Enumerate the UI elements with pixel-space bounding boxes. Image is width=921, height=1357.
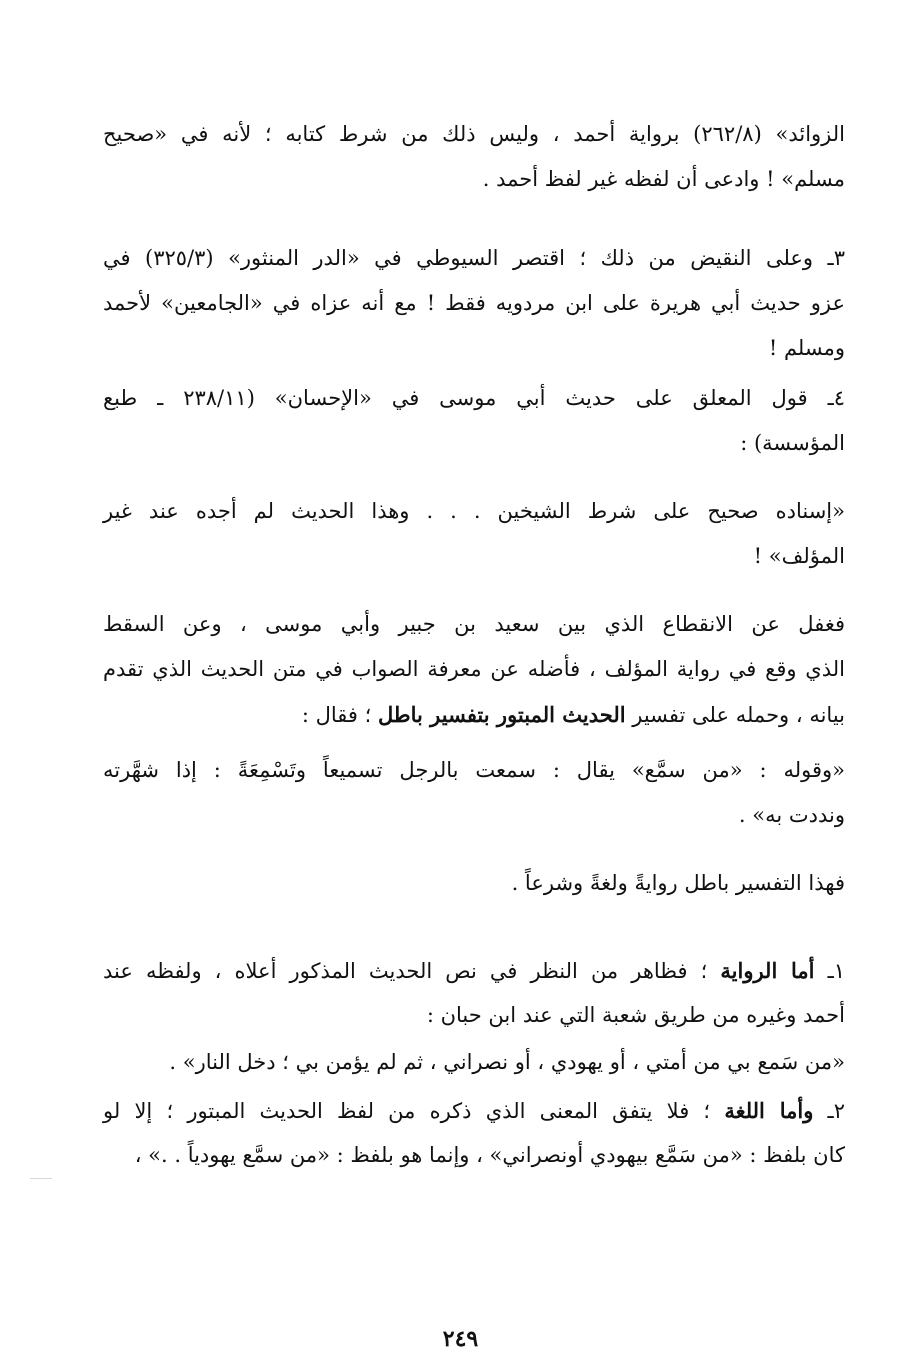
text-line: «إسناده صحيح على شرط الشيخين . . . وهذا الحديث لم أجده عند غير [103, 499, 845, 523]
bold-heading: وأما اللغة [724, 1098, 814, 1123]
text-line: ٣ـ وعلى النقيض من ذلك ؛ اقتصر السيوطي في «الدر المنثور» (٣٢٥/٣) في [103, 246, 845, 270]
text-line: عزو حديث أبي هريرة على ابن مردويه فقط ! مع أنه عزاه في «الجامعين» لأحمد [103, 291, 845, 315]
item-number: ١ـ [827, 959, 845, 983]
paragraph-4-quote [103, 489, 845, 579]
text-line: الزوائد» (٢٦٢/٨) برواية أحمد ، وليس ذلك من شرط كتابه ؛ لأنه في «صحيح [103, 122, 845, 146]
text-line: ٤ـ قول المعلق على حديث أبي موسى في «الإحسان» (٢٣٨/١١ ـ طبع [103, 386, 845, 410]
paragraph-5 [103, 602, 845, 737]
item-number: ٢ـ [827, 1099, 845, 1123]
page-number: ٢٤٩ [442, 1326, 479, 1352]
paragraph-10 [103, 1088, 845, 1178]
text-line: فهذا التفسير باطل روايةً ولغةً وشرعاً . [511, 871, 845, 895]
line-rest: ؛ فلا يتفق المعنى الذي ذكره من لفظ الحديث المبتور ؛ إلا لو [103, 1099, 711, 1123]
paragraph-2 [103, 236, 845, 371]
text-line-mixed [103, 1088, 845, 1133]
text-line: المؤسسة) : [740, 431, 845, 455]
text-line-mixed [103, 692, 845, 737]
bold-heading: أما الرواية [720, 958, 815, 983]
text-line: ومسلم ! [768, 336, 845, 360]
text-line: فغفل عن الانقطاع الذي بين سعيد بن جبير وأبي موسى ، وعن السقط [103, 612, 845, 636]
book-page [0, 108, 921, 1357]
text-line: «وقوله : «من سمَّع» يقال : سمعت بالرجل تسميعاً وتَسْمِعَةً : إذا شهَّرته [103, 758, 845, 782]
text-line: أحمد وغيره من طريق شعبة التي عند ابن حبان : [426, 1003, 845, 1027]
paragraph-6-quote [103, 748, 845, 838]
line-rest: ؛ فظاهر من النظر في نص الحديث المذكور أعلاه ، ولفظه عند [103, 959, 708, 983]
paragraph-8 [103, 948, 845, 1038]
paragraph-3 [103, 376, 845, 466]
paragraph-9-quote [103, 1040, 845, 1085]
paragraph-1 [103, 112, 845, 202]
text-line-mixed [103, 948, 845, 993]
bold-phrase: الحديث المبتور بتفسير باطل [377, 702, 626, 727]
paragraph-7 [103, 861, 845, 906]
text-line: كان بلفظ : «من سَمَّع بيهودي أونصراني» ، وإنما هو بلفظ : «من سمَّع يهودياً . .» ، [134, 1143, 845, 1167]
line-start: بيانه ، وحمله على تفسير [632, 703, 845, 727]
margin-mark [30, 1178, 52, 1179]
text-line: «من سَمع بي من أمتي ، أو يهودي ، أو نصراني ، ثم لم يؤمن بي ؛ دخل النار» . [169, 1050, 845, 1074]
text-line: الذي وقع في رواية المؤلف ، فأضله عن معرفة الصواب في متن الحديث الذي تقدم [103, 657, 845, 681]
line-end: ؛ فقال : [301, 703, 372, 727]
text-line: مسلم» ! وادعى أن لفظه غير لفظ أحمد . [482, 167, 845, 191]
text-line: المؤلف» ! [753, 544, 845, 568]
text-line: ونددت به» . [738, 803, 845, 827]
